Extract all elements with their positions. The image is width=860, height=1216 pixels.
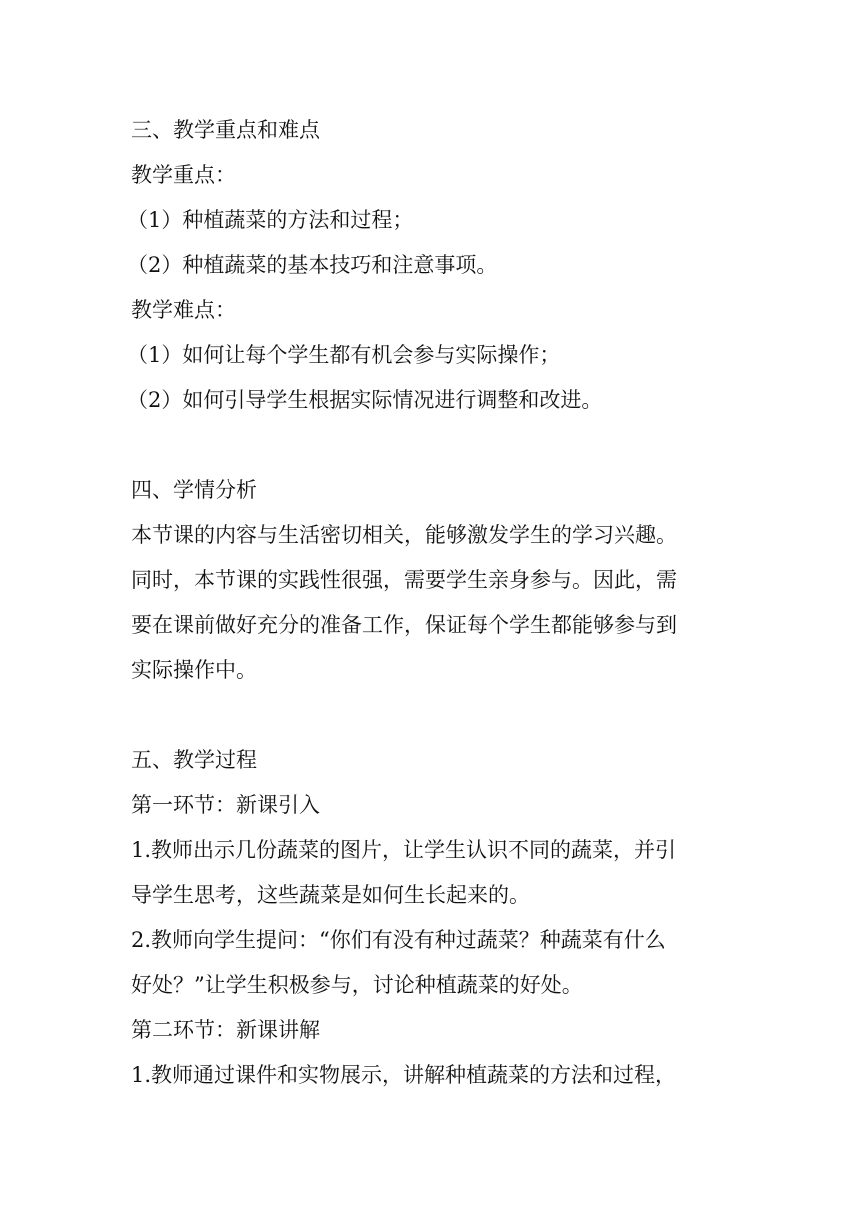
paragraph-line: 1.教师通过课件和实物展示，讲解种植蔬菜的方法和过程， [131,1063,677,1087]
paragraph-line: 要在课前做好充分的准备工作，保证每个学生都能够参与到 [131,613,677,637]
key-points-label: 教学重点： [131,163,236,187]
difficult-point-item: （1）如何让每个学生都有机会参与实际操作； [127,343,561,367]
document-page [127,108,735,1098]
paragraph-line: 导学生思考，这些蔬菜是如何生长起来的。 [131,883,530,907]
paragraph-line: 好处？”让学生积极参与，讨论种植蔬菜的好处。 [131,973,583,997]
paragraph-line: 本节课的内容与生活密切相关，能够激发学生的学习兴趣。 [131,523,677,547]
difficult-point-item: （2）如何引导学生根据实际情况进行调整和改进。 [127,388,603,412]
paragraph-line: 实际操作中。 [131,658,257,682]
section-heading-4: 四、学情分析 [131,478,257,502]
spacer [131,693,735,738]
key-point-item: （2）种植蔬菜的基本技巧和注意事项。 [127,253,498,277]
key-point-item: （1）种植蔬菜的方法和过程； [127,208,414,232]
paragraph-line: 2.教师向学生提问：“你们有没有种过蔬菜？种蔬菜有什么 [131,928,666,952]
difficult-points-label: 教学难点： [131,298,236,322]
section-heading-3: 三、教学重点和难点 [131,118,320,142]
paragraph-line: 同时，本节课的实践性很强，需要学生亲身参与。因此，需 [131,568,677,592]
paragraph-line: 1.教师出示几份蔬菜的图片，让学生认识不同的蔬菜，并引 [131,838,677,862]
step-1-label: 第一环节：新课引入 [131,793,320,817]
spacer [131,423,735,468]
section-heading-5: 五、教学过程 [131,748,257,772]
step-2-label: 第二环节：新课讲解 [131,1018,320,1042]
